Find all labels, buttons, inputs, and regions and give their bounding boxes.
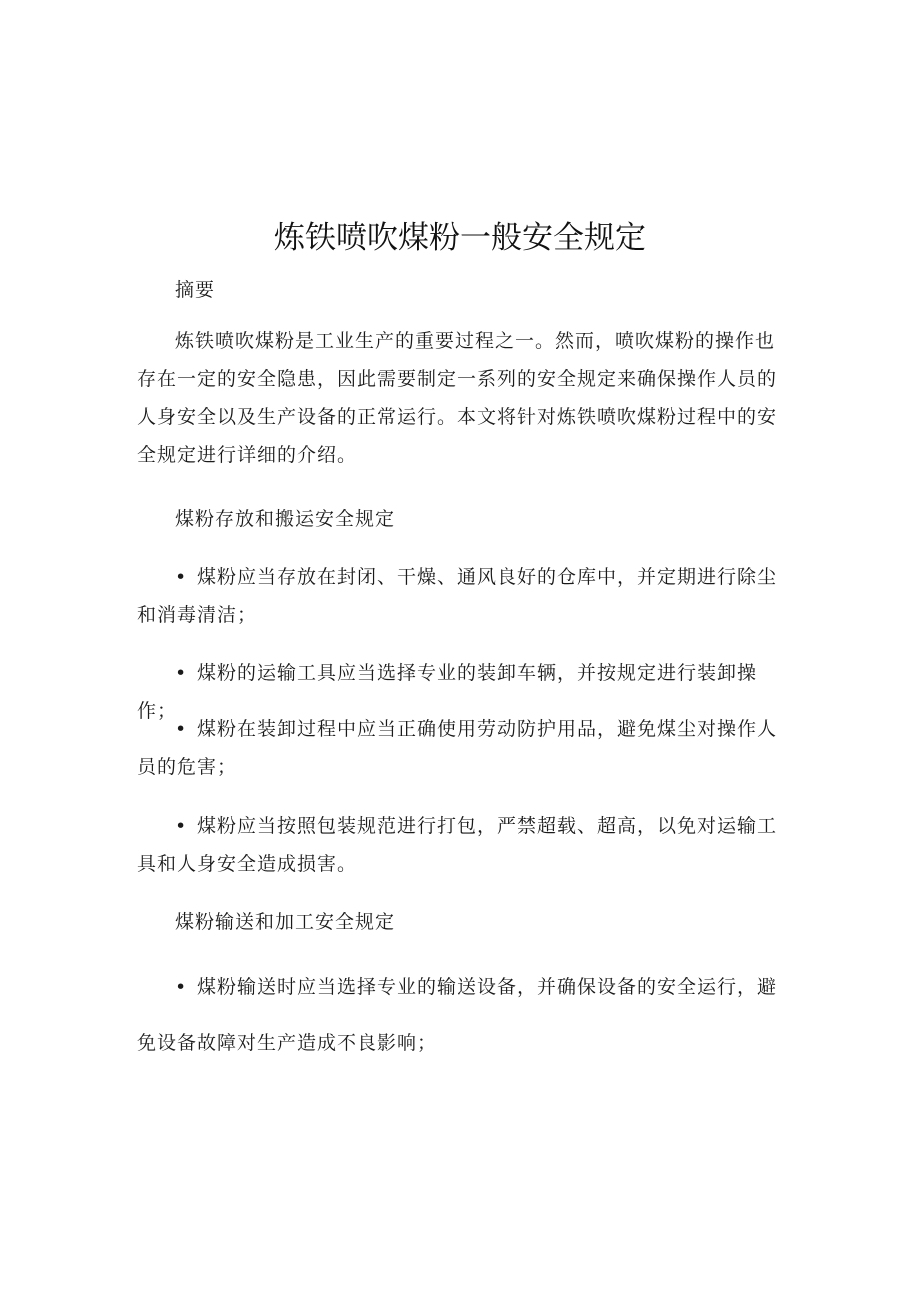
abstract-heading: 摘要 (175, 279, 216, 301)
abstract-paragraph: 炼铁喷吹煤粉是工业生产的重要过程之一。然而，喷吹煤粉的操作也存在一定的安全隐患，因此需要制定一系列的安全规定来确保操作人员的人身安全以及生产设备的正常运行。本文将针对炼铁喷吹煤粉过程中的安全规定进行详细的介绍。 (137, 330, 778, 466)
list-item (137, 807, 793, 883)
section-heading-storage: 煤粉存放和搬运安全规定 (175, 508, 396, 530)
list-item-text: 煤粉输送时应当选择专业的输送设备，并确保设备的安全运行，避免设备故障对生产造成不良影响； (137, 976, 778, 1054)
list-item-text: 煤粉的运输工具应当选择专业的装卸车辆，并按规定进行装卸操作； (137, 662, 758, 722)
bullet-icon: • (175, 718, 188, 740)
list-item-text: 煤粉应当存放在封闭、干燥、通风良好的仓库中，并定期进行除尘和消毒清洁； (137, 566, 778, 626)
bullet-icon: • (175, 815, 188, 837)
section-heading-conveying: 煤粉输送和加工安全规定 (175, 911, 396, 933)
list-item (137, 710, 793, 786)
bullet-icon: • (175, 976, 188, 998)
list-item (137, 558, 793, 634)
list-item-text: 煤粉应当按照包装规范进行打包，严禁超载、超高，以免对运输工具和人身安全造成损害。 (137, 815, 778, 875)
bullet-icon: • (175, 662, 188, 684)
document-title: 炼铁喷吹煤粉一般安全规定 (274, 220, 646, 256)
bullet-icon: • (175, 566, 188, 588)
list-item-text: 煤粉在装卸过程中应当正确使用劳动防护用品，避免煤尘对操作人员的危害； (137, 718, 778, 778)
list-item (137, 959, 793, 1071)
